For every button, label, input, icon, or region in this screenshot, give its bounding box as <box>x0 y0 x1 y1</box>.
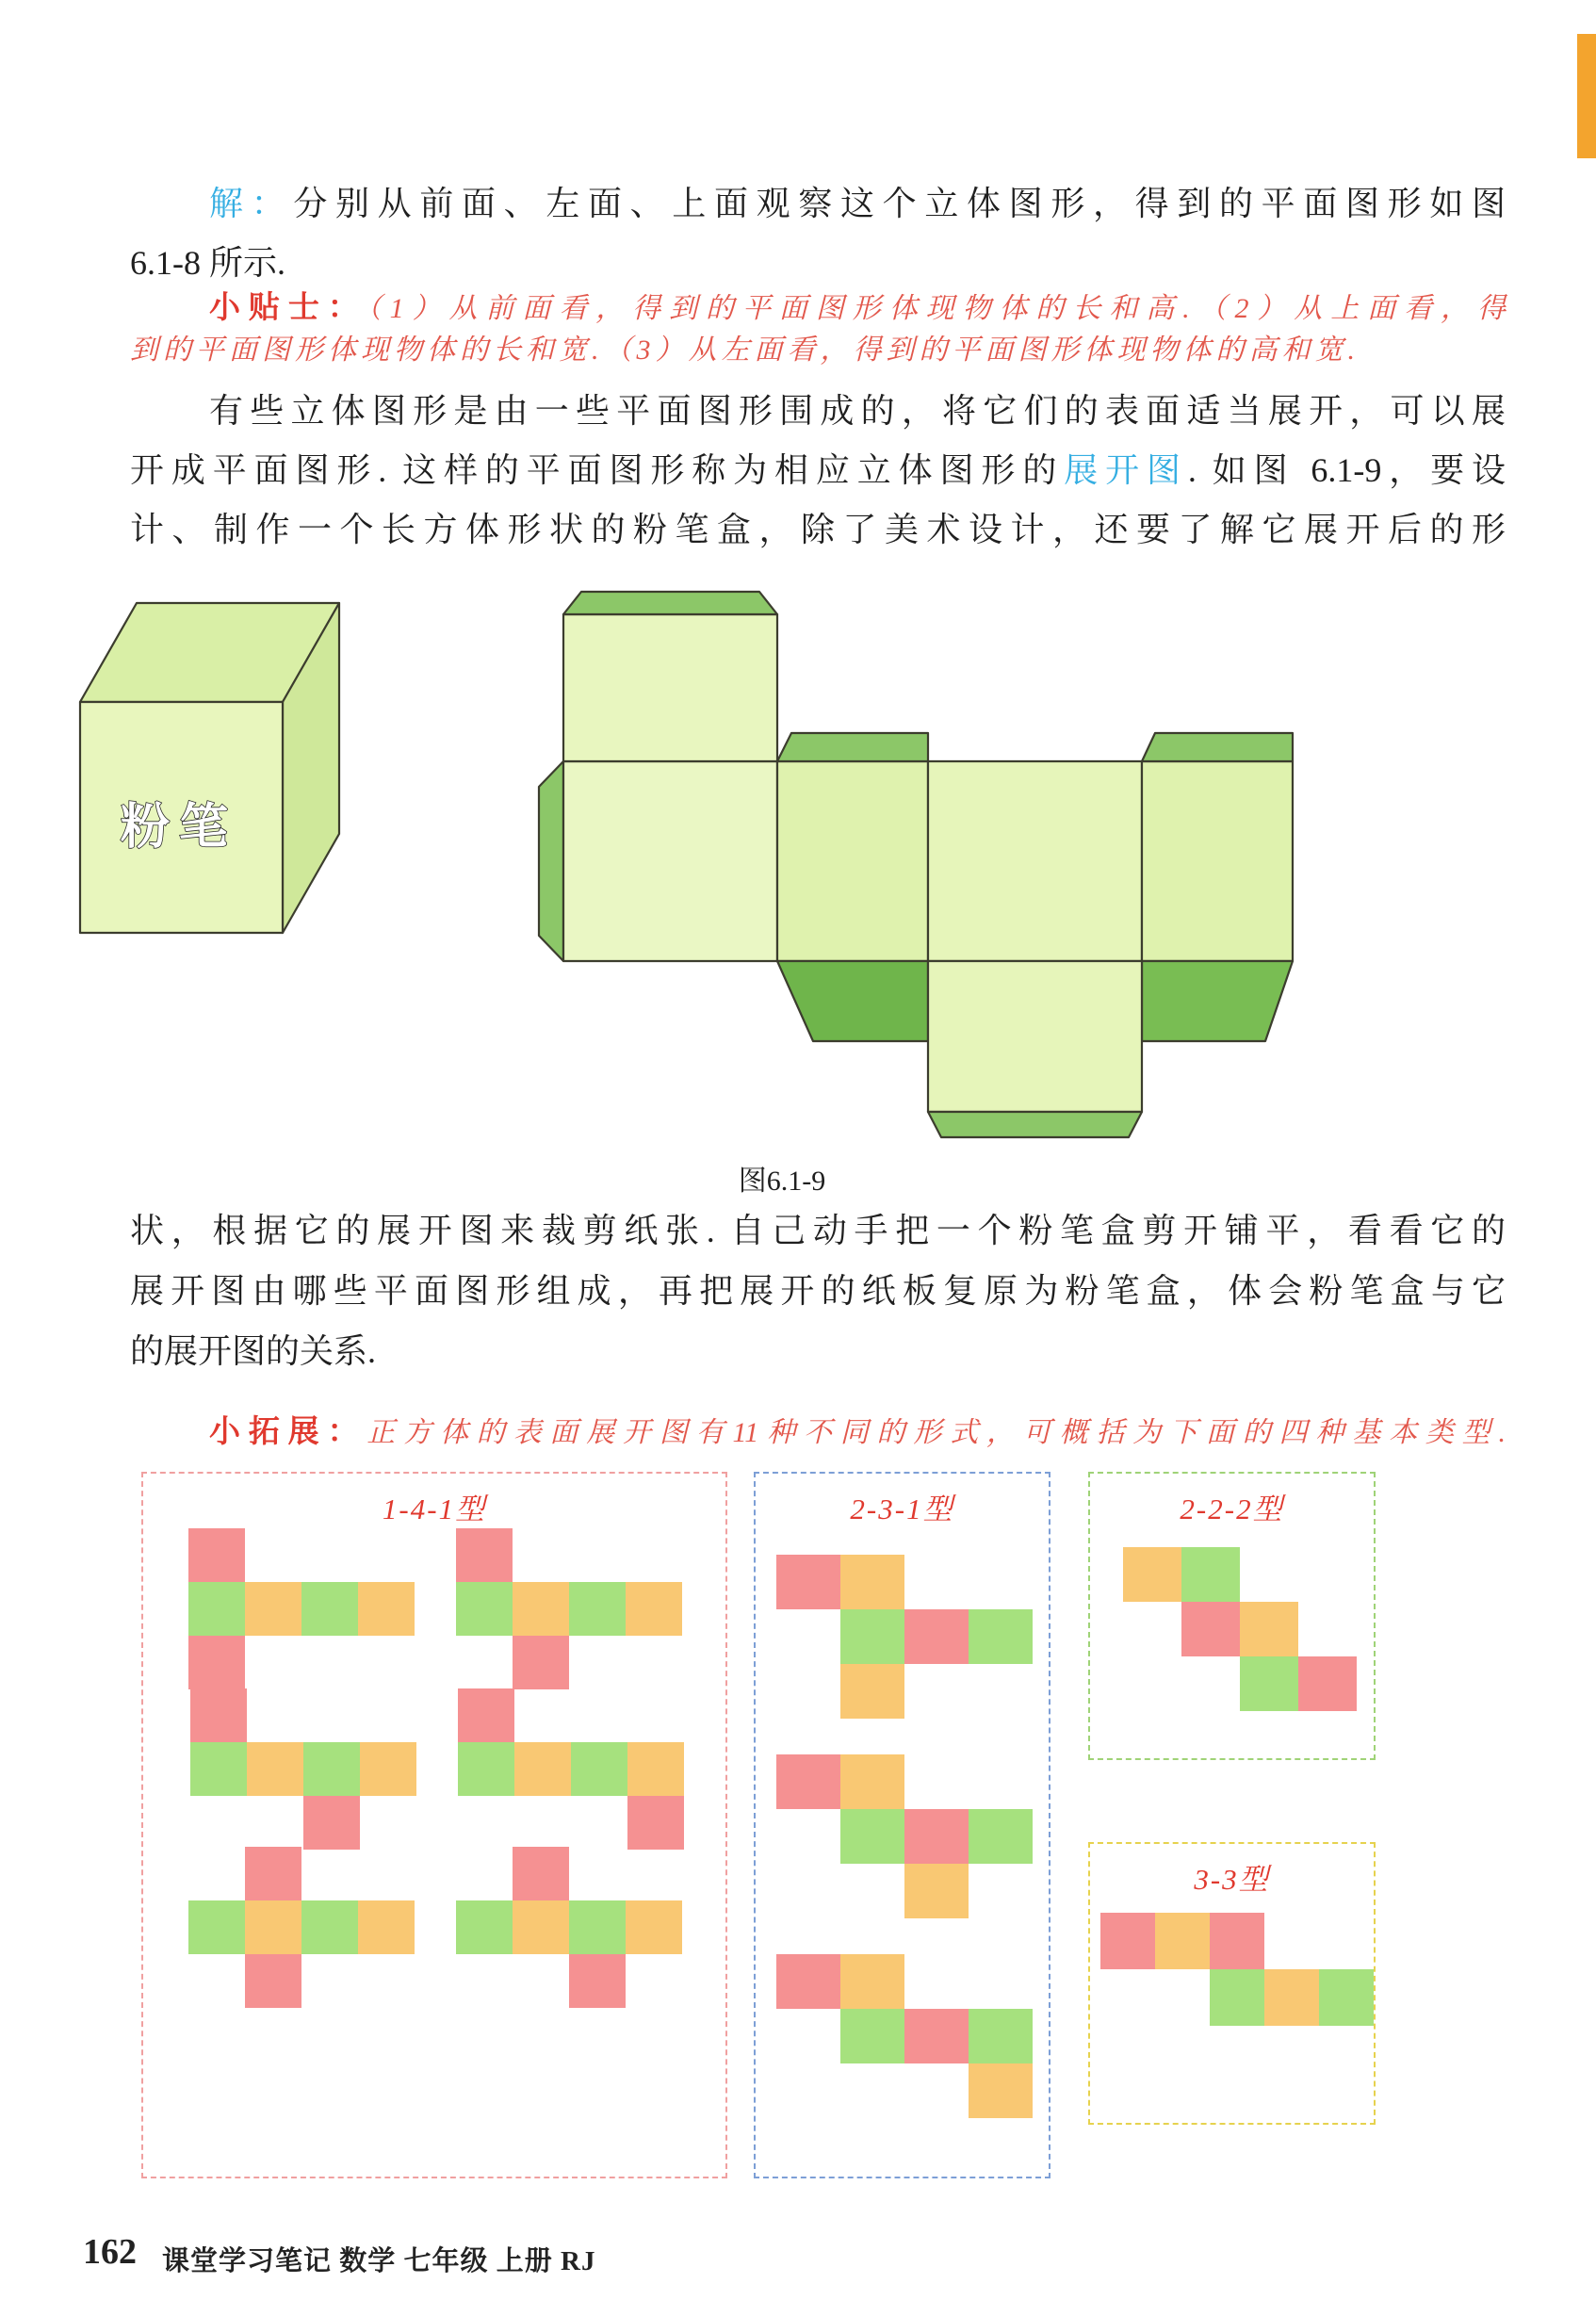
net-face-front <box>563 761 777 961</box>
net-cell <box>456 1582 513 1636</box>
net-cell <box>1240 1602 1298 1656</box>
footer-text: 课堂学习笔记 数学 七年级 上册 RJ <box>162 2246 596 2276</box>
net-cell <box>840 1609 904 1664</box>
unfold-line-2-post: . 如图 6.1-9，要设 <box>1187 451 1506 489</box>
net-top-flap-1 <box>777 733 928 761</box>
net-cell <box>513 1582 569 1636</box>
net-cell <box>458 1742 514 1796</box>
net-cell <box>840 1954 904 2009</box>
page-edge-tab <box>1577 34 1596 158</box>
unfold-line-2 <box>130 449 1506 492</box>
net-cell <box>301 1582 358 1636</box>
net-face-back <box>928 761 1142 961</box>
after-line-1: 状，根据它的展开图来裁剪纸张. 自己动手把一个粉笔盒剪开铺平，看看它的 <box>130 1212 1506 1249</box>
net-cell <box>776 1555 840 1609</box>
net-cell <box>358 1582 415 1636</box>
net-cell <box>1240 1656 1298 1711</box>
net-cell <box>190 1688 247 1742</box>
net-cell <box>569 1582 626 1636</box>
net-cell <box>1181 1602 1240 1656</box>
net-cell <box>1264 1969 1319 2026</box>
net-cell <box>969 1809 1033 1864</box>
net-cell <box>301 1900 358 1954</box>
net-cell <box>1123 1547 1181 1602</box>
extension-text: 正方体的表面展开图有11种不同的形式，可概括为下面的四种基本类型. <box>366 1417 1506 1448</box>
cube-label: 粉笔 <box>120 801 238 855</box>
net-cell <box>247 1742 303 1796</box>
net-glue-flap <box>539 761 563 961</box>
net-bottom-flap-1 <box>777 961 928 1041</box>
net-cell <box>569 1900 626 1954</box>
net-cell <box>1210 1913 1264 1969</box>
net-cell <box>840 1809 904 1864</box>
net-cell <box>245 1900 301 1954</box>
net-bottom-panel <box>928 961 1142 1112</box>
unfold-line-1: 有些立体图形是由一些平面图形围成的，将它们的表面适当展开，可以展 <box>209 392 1506 430</box>
net-cell <box>358 1900 415 1954</box>
net-group-2-2-2 <box>1088 1472 1376 1760</box>
net-cell <box>513 1900 569 1954</box>
net-cell <box>571 1742 627 1796</box>
net-cell <box>1319 1969 1374 2026</box>
tip-text-1: （1）从前面看，得到的平面图形体现物体的长和高.（2）从上面看，得 <box>366 293 1506 324</box>
figure-chalkbox-net <box>57 565 1366 1145</box>
solution-line-2: 6.1-8 所示. <box>130 244 285 282</box>
extension-label: 小拓展： <box>209 1415 367 1449</box>
net-cell <box>456 1900 513 1954</box>
net-cell <box>303 1742 360 1796</box>
net-cell <box>904 1864 969 1918</box>
net-cell <box>188 1900 245 1954</box>
net-group-title: 2-3-1型 <box>850 1492 954 1525</box>
net-cell <box>904 2009 969 2063</box>
net-cell <box>626 1900 682 1954</box>
net-cell <box>190 1742 247 1796</box>
net-bottom-flap-2 <box>1142 961 1293 1041</box>
unfold-line-3: 计、制作一个长方体形状的粉笔盒，除了美术设计，还要了解它展开后的形 <box>130 511 1506 548</box>
net-cell <box>969 2009 1033 2063</box>
net-cell <box>1181 1547 1240 1602</box>
solution-label: 解： <box>209 185 294 222</box>
net-cell <box>188 1582 245 1636</box>
net-lid-flap <box>563 592 777 614</box>
net-cell <box>1100 1913 1155 1969</box>
extension-line <box>209 1413 1506 1452</box>
net-face-side-right <box>1142 761 1293 961</box>
unfold-term: 展开图 <box>1064 451 1188 489</box>
net-cell <box>904 1609 969 1664</box>
net-cell <box>1210 1969 1264 2026</box>
net-group-2-3-1 <box>754 1472 1050 2178</box>
net-cell <box>458 1688 514 1742</box>
net-cell <box>840 1664 904 1719</box>
net-cell <box>626 1582 682 1636</box>
net-cell <box>840 1555 904 1609</box>
net-cell <box>627 1796 684 1850</box>
net-cell <box>776 1754 840 1809</box>
net-cell <box>1298 1656 1357 1711</box>
net-cell <box>245 1954 301 2008</box>
net-cell <box>969 2063 1033 2118</box>
net-group-title: 2-2-2型 <box>1180 1492 1284 1525</box>
net-cell <box>776 1954 840 2009</box>
solution-line-1 <box>209 182 1506 225</box>
tip-line-2: 到的平面图形体现物体的长和宽.（3）从左面看，得到的平面图形体现物体的高和宽. <box>130 334 1360 366</box>
net-cell <box>513 1636 569 1689</box>
net-cell <box>245 1582 301 1636</box>
net-cell <box>627 1742 684 1796</box>
net-cell <box>514 1742 571 1796</box>
net-cell <box>1155 1913 1210 1969</box>
net-cell <box>904 1809 969 1864</box>
net-group-1-4-1 <box>141 1472 727 2178</box>
net-cell <box>303 1796 360 1850</box>
net-cell <box>456 1528 513 1582</box>
footer-page-number: 162 <box>83 2232 137 2272</box>
after-line-2: 展开图由哪些平面图形组成，再把展开的纸板复原为粉笔盒，体会粉笔盒与它 <box>130 1272 1506 1310</box>
net-cell <box>188 1636 245 1689</box>
after-line-3: 的展开图的关系. <box>130 1332 377 1370</box>
net-face-side-left <box>777 761 928 961</box>
net-lid-panel <box>563 614 777 761</box>
net-group-3-3 <box>1088 1842 1376 2125</box>
net-cell <box>569 1954 626 2008</box>
net-cell <box>188 1528 245 1582</box>
net-cell <box>513 1847 569 1900</box>
net-group-title: 1-4-1型 <box>382 1492 487 1525</box>
unfold-line-2-pre: 开成平面图形. 这样的平面图形称为相应立体图形的 <box>130 451 1065 489</box>
net-cell <box>840 2009 904 2063</box>
net-bottom-panel-flap <box>928 1112 1142 1137</box>
figure-caption: 图6.1-9 <box>738 1166 826 1197</box>
net-cell <box>840 1754 904 1809</box>
net-top-flap-2 <box>1142 733 1293 761</box>
net-cell <box>360 1742 416 1796</box>
net-group-title: 3-3型 <box>1194 1863 1270 1896</box>
tip-line-1 <box>209 289 1506 328</box>
net-cell <box>245 1847 301 1900</box>
net-cell <box>969 1609 1033 1664</box>
tip-label: 小贴士： <box>209 291 367 325</box>
solution-text-1: 分别从前面、左面、上面观察这个立体图形，得到的平面图形如图 <box>293 185 1506 222</box>
